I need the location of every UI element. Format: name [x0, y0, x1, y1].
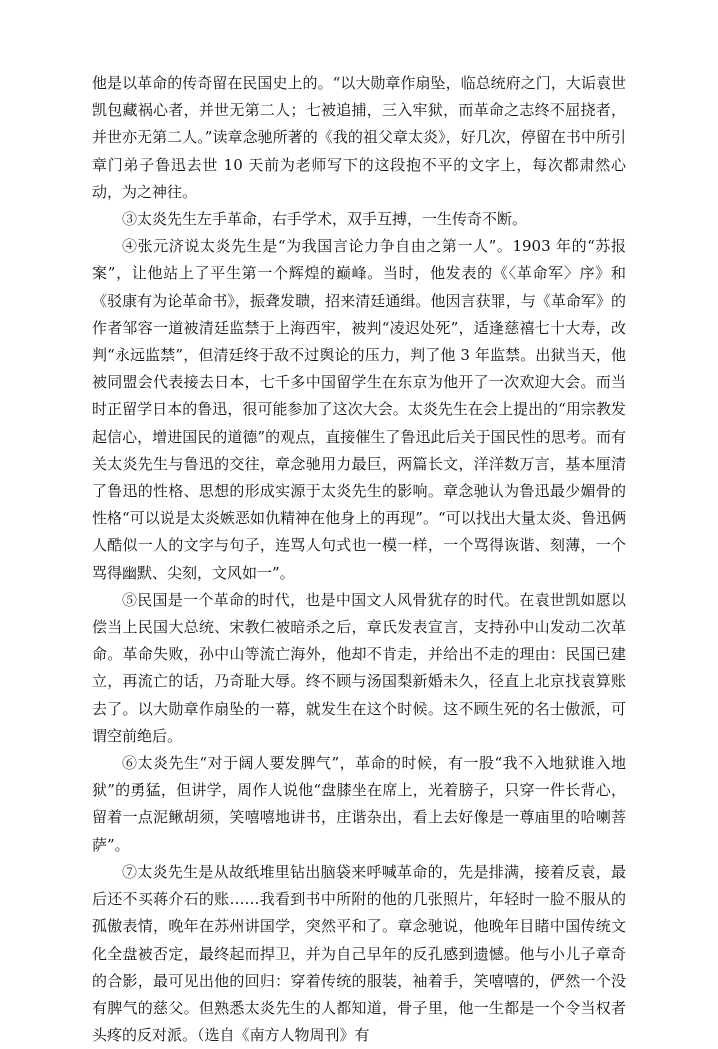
- paragraph-4: ④张元济说太炎先生是“为我国言论力争自由之第一人”。1903 年的“苏报案”，让他站上了平生第一个辉煌的巅峰。当时，他发表的《〈革命军〉序》和《驳康有为论革命书》，振聋发聩，招来清廷通缉。他因言获罪，与《革命军》的作者邹容一道被清廷监禁于上海西牢，被判“凌迟处死”，适逢慈禧七十大寿，改判“永远监禁”，但清廷终于敌不过舆论的压力，判了他 3 年监禁。出狱当天，他被同盟会代表接去日本，七千多中国留学生在东京为他开了一次欢迎大会。而当时正留学日本的鲁迅，很可能参加了这次大会。太炎先生在会上提出的“用宗教发起信心，增进国民的道德”的观点，直接催生了鲁迅此后关于国民性的思考。而有关太炎先生与鲁迅的交往，章念驰用力最巨，两篇长文，洋洋数万言，基本厘清了鲁迅的性格、思想的形成实源于太炎先生的影响。章念驰认为鲁迅最少媚骨的性格“可以说是太炎嫉恶如仇精神在他身上的再现”。“可以找出大量太炎、鲁迅俩人酷似一人的文字与句子，连骂人句式也一模一样，一个骂得诙谐、刻薄，一个骂得幽默、尖刻，文风如一”。: [92, 237, 626, 582]
- paragraph-1: 他是以革命的传奇留在民国史上的。“以大勋章作扇坠，临总统府之门，大诟袁世凯包藏祸心者，并世无第二人；七被追捕，三入牢狱，而革命之志终不屈挠者，并世亦无第二人。”读章念驰所著的《我的祖父章太炎》，好几次，停留在书中所引章门弟子鲁迅去世 10 天前为老师写下的这段抱不平的文字上，每次都肃然心动，为之神往。: [92, 74, 626, 201]
- paragraph-5: ⑤民国是一个革命的时代，也是中国文人风骨犹存的时代。在袁世凯如愿以偿当上民国大总统、宋教仁被暗杀之后，章氏发表宣言，支持孙中山发动二次革命。革命失败，孙中山等流亡海外，他却不肯走，并给出不走的理由：民国已建立，再流亡的话，乃奇耻大辱。终不顾与汤国梨新婚未久，径直上北京找袁算账去了。以大勋章作扇坠的一幕，就发生在这个时候。这不顾生死的名士傲派，可谓空前绝后。: [92, 590, 626, 745]
- paragraph-7: ⑦太炎先生是从故纸堆里钻出脑袋来呼喊革命的，先是排满，接着反袁，最后还不买蒋介石的账……我看到书中所附的他的几张照片，年轻时一脸不服从的孤傲表情，晚年在苏州讲国学，突然平和了。章念驰说，他晚年目睹中国传统文化全盘被否定，最终起而捍卫，并为自己早年的反孔感到遗憾。他与小儿子章奇的合影，最可见出他的回归：穿着传统的服装，袖着手，笑嘻嘻的，俨然一个没有脾气的慈父。但熟悉太炎先生的人都知道，骨子里，他一生都是一个令当权者头疼的反对派。（选自《南方人物周刊》有: [92, 862, 626, 1045]
- paragraph-6: ⑥太炎先生“对于阔人要发脾气”，革命的时候，有一股“我不入地狱谁入地狱”的勇猛，但讲学，周作人说他“盘膝坐在席上，光着膀子，只穿一件长背心，留着一点泥鳅胡须，笑嘻嘻地讲书，庄谐杂出，看上去好像是一尊庙里的哈喇菩萨”。: [92, 754, 626, 854]
- paragraph-3: ③太炎先生左手革命，右手学术，双手互搏，一生传奇不断。: [122, 210, 528, 229]
